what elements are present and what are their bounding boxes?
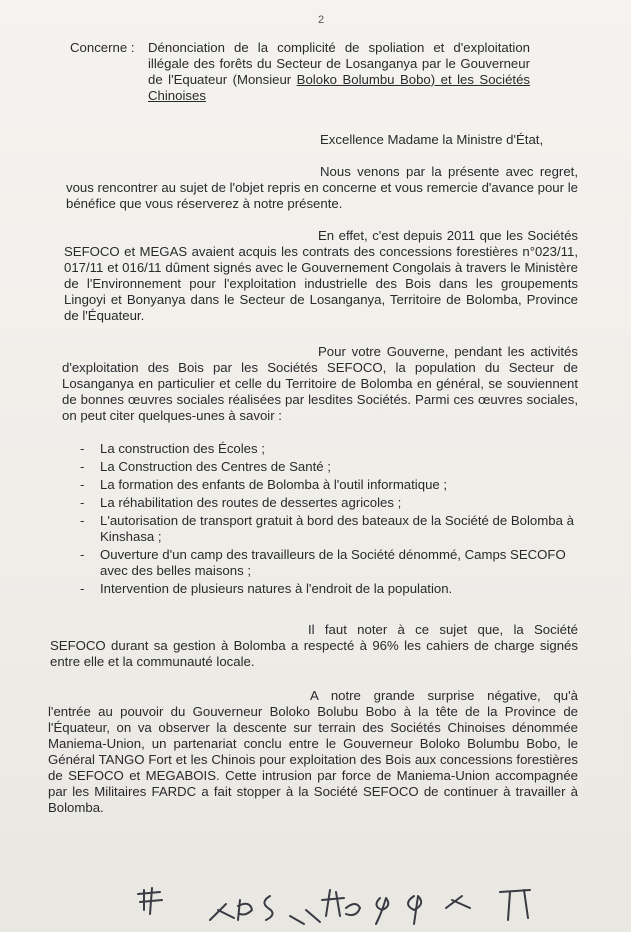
subject-text-plain: Dénonciation de la complicité de spoliation et d'exploitation illégale des forêts du Secteur de Losanganya par le Gouverneur de l'Equateur (Monsieur — [148, 40, 530, 87]
paragraph-intro: Nous venons par la présente avec regret, vous rencontrer au sujet de l'objet repris en concerne et vous remercie d'avance pour le bénéfice que vous réserverez à notre présente. — [66, 164, 578, 211]
subject-text-underlined: Boloko Bolumbu Bobo) et les Sociétés Chinoises — [148, 72, 530, 103]
subject-text — [148, 40, 530, 104]
paragraph-intrusion: A notre grande surprise négative, qu'à l'entrée au pouvoir du Gouverneur Boloko Bolubu Bobo à la tête de la Province de l'Équateur, on va observer la descente sur terrain des Sociétés Chinoises dénommée Maniema-Union, un partenariat conclu entre le Gouverneur Boloko Bolumbu Bobo, le Général TANGO Fort et les Chinois pour exploitation des Bois aux concessions forestières de SEFOCO et MEGABOIS. Cette intrusion par force de Maniema-Union accompagnée par les Militaires FARDC a fait stopper à la Société SEFOCO de continuer à travailler à Bolomba. — [48, 688, 578, 815]
paragraph-social-works: Pour votre Gouverne, pendant les activités d'exploitation des Bois par les Sociétés SEFOCO, la population du Secteur de Losanganya en particulier et celle du Territoire de Bolomba en général, se souviennent de bonnes œuvres sociales réalisées par lesdites Sociétés. Parmi ces œuvres sociales, on peut citer quelques-unes à savoir : — [62, 344, 578, 423]
handwritten-signatures — [130, 880, 600, 928]
subject-block — [70, 40, 530, 104]
page-number: 2 — [318, 14, 325, 26]
salutation: Excellence Madame la Ministre d'État, — [320, 132, 544, 147]
list-item: - L'autorisation de transport gratuit à bord des bateaux de la Société de Bolomba à Kinshasa ; — [80, 513, 578, 545]
social-works-list — [80, 441, 578, 599]
list-item: - Intervention de plusieurs natures à l'endroit de la population. — [80, 581, 578, 597]
list-item: - La construction des Écoles ; — [80, 441, 578, 457]
list-item: - La formation des enfants de Bolomba à l'outil informatique ; — [80, 477, 578, 493]
subject-label: Concerne : — [70, 40, 135, 55]
list-item: - La réhabilitation des routes de dessertes agricoles ; — [80, 495, 578, 511]
paragraph-compliance: Il faut noter à ce sujet que, la Société SEFOCO durant sa gestion à Bolomba a respecté à 96% les cahiers de charge signés entre elle et la communauté locale. — [50, 622, 578, 669]
paragraph-concessions: En effet, c'est depuis 2011 que les Sociétés SEFOCO et MEGAS avaient acquis les contrats des concessions forestières n°023/11, 017/11 et 016/11 dûment signés avec le Gouvernement Congolais à travers le Ministère de l'Environnement pour l'exploitation industrielle des Bois dans les groupements Lingoyi et Bonyanya dans le Secteur de Losanganya, Territoire de Bolomba, Province de l'Équateur. — [64, 228, 578, 323]
list-item: - La Construction des Centres de Santé ; — [80, 459, 578, 475]
list-item: - Ouverture d'un camp des travailleurs de la Société dénommé, Camps SECOFO avec des belles maisons ; — [80, 547, 578, 579]
